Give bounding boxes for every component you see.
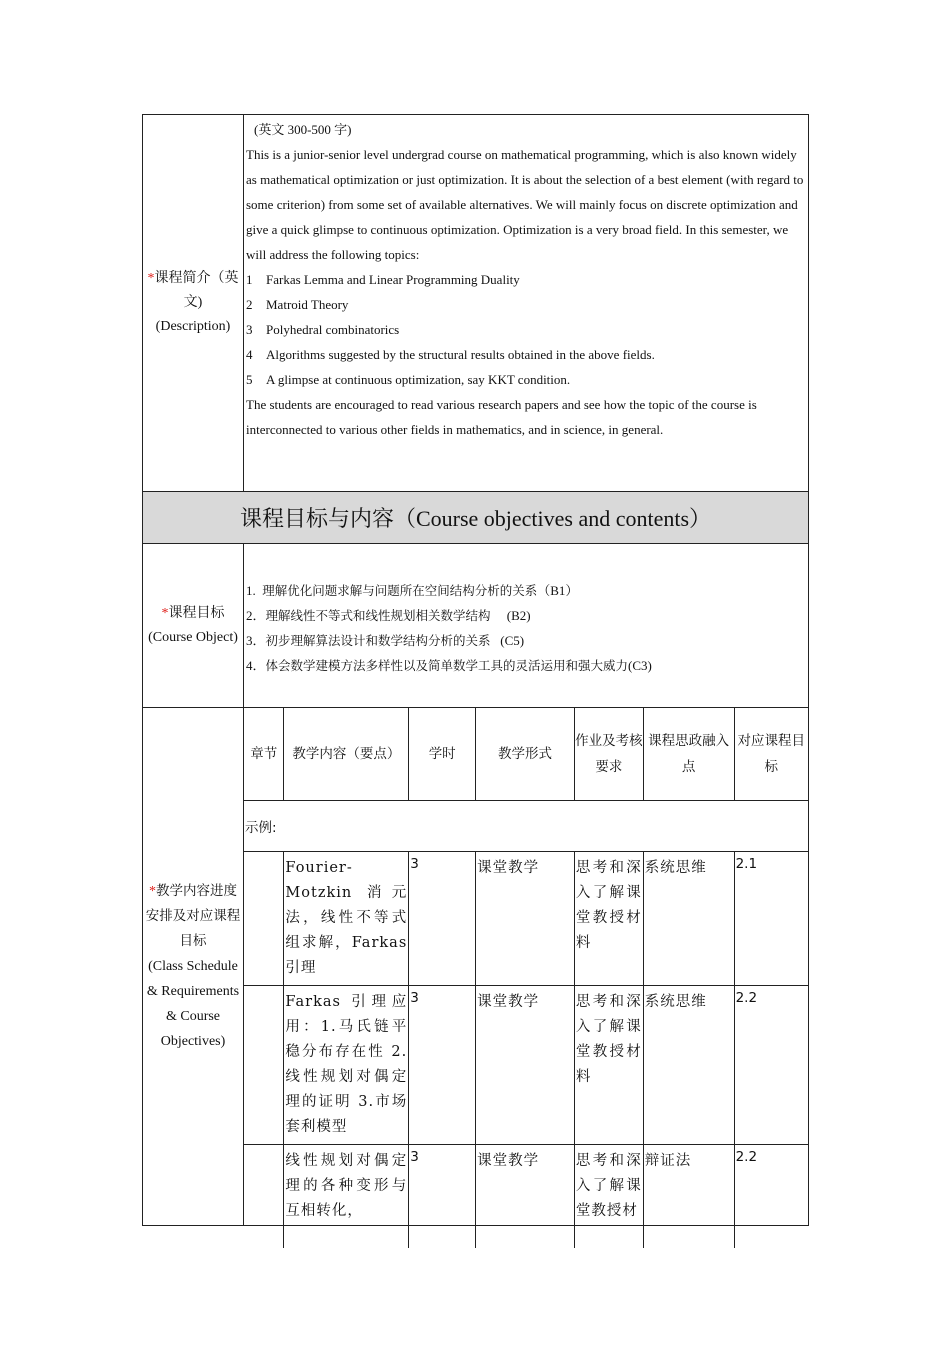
chapter-cell [244,1145,284,1248]
required-star: * [161,605,169,621]
header-form: 教学形式 [476,708,575,801]
topic-item: 1 Farkas Lemma and Linear Programming Duality [246,272,520,287]
description-paragraph: This is a junior-senior level undergrad course on mathematical programming, which is also known widely as mathematical optimization or just optimization. It is about the selection of a best element (with regard to some criterion) from some set of available alternatives. We will mainly focus on discrete optimization and give a quick glimpse to continuous optimization. Optimization is a very broad field. In this semester, we will address the following topics: [246,147,804,262]
header-chapter: 章节 [244,708,284,801]
schedule-table [244,708,808,1248]
objective-item: 2．理解线性不等式和线性规划相关数学结构 (B2) [246,608,531,623]
description-closing: The students are encouraged to read various research papers and see how the topic of the course is interconnected to various other fields in mathematics, and in science, in general. [246,397,757,437]
header-ideology: 课程思政融入点 [643,708,734,801]
header-objective: 对应课程目标 [734,708,808,801]
description-content [244,115,808,491]
requirement-cell: 思考和深入了解课堂教授材 [574,1145,643,1248]
objective-item: 3．初步理解算法设计和数学结构分析的关系 (C5) [246,633,525,648]
content-cell: Fourier-Motzkin 消元法，线性不等式组求解，Farkas 引理 [284,852,409,986]
description-label: *课程简介（英 文) (Description) [143,115,244,491]
objective-cell: 2.2 [734,1145,808,1248]
objective-item: 4．体会数学建模方法多样性以及简单数学工具的灵活运用和强大威力(C3) [246,658,652,673]
hours-cell: 3 [409,1145,476,1248]
objectives-label: *课程目标 (Course Object) [143,544,244,707]
objective-cell: 2.1 [734,852,808,986]
content-cell: Farkas 引理应用：1.马氏链平稳分布存在性 2. 线性规划对偶定理的证明 3.市场套利模型 [284,986,409,1145]
schedule-table-wrap [244,708,808,1225]
chapter-cell [244,852,284,986]
requirement-cell: 思考和深入了解课堂教授材料 [574,986,643,1145]
header-requirement: 作业及考核要求 [574,708,643,801]
objectives-row [143,544,808,708]
example-label: 示例: [244,801,808,852]
topic-item: 4 Algorithms suggested by the structural results obtained in the above fields. [246,347,655,362]
section-title: 课程目标与内容（Course objectives and contents） [239,506,712,531]
course-form-table [142,114,809,1226]
header-hours: 学时 [409,708,476,801]
hours-cell: 3 [409,852,476,986]
topic-item: 3 Polyhedral combinatorics [246,322,400,337]
form-cell: 课堂教学 [476,1145,575,1248]
objective-cell: 2.2 [734,986,808,1145]
section-banner [143,492,808,544]
example-row [244,801,808,852]
table-row [244,986,808,1145]
form-cell: 课堂教学 [476,986,575,1145]
table-row [244,852,808,986]
chapter-cell [244,986,284,1145]
schedule-header-row [244,708,808,801]
required-star: * [147,271,155,286]
content-cell: 线性规划对偶定理的各种变形与互相转化， [284,1145,409,1248]
header-content: 教学内容（要点） [284,708,409,801]
required-star: * [149,884,156,899]
hours-cell: 3 [409,986,476,1145]
ideology-cell: 辩证法 [643,1145,734,1248]
form-cell: 课堂教学 [476,852,575,986]
requirement-cell: 思考和深入了解课堂教授材料 [574,852,643,986]
length-hint: (英文 300-500 字) [254,122,352,137]
topic-item: 2 Matroid Theory [246,297,349,312]
ideology-cell: 系统思维 [643,986,734,1145]
objective-item: 1. 理解优化问题求解与问题所在空间结构分析的关系（B1） [246,583,579,598]
objectives-content [244,544,808,707]
ideology-cell: 系统思维 [643,852,734,986]
schedule-label: *教学内容进度安排及对应课程目标 (Class Schedule & Requirements & Course Objectives) [143,708,244,1225]
table-row [244,1145,808,1248]
topic-item: 5 A glimpse at continuous optimization, say KKT condition. [246,372,571,387]
description-row [143,115,808,492]
schedule-row [143,708,808,1225]
